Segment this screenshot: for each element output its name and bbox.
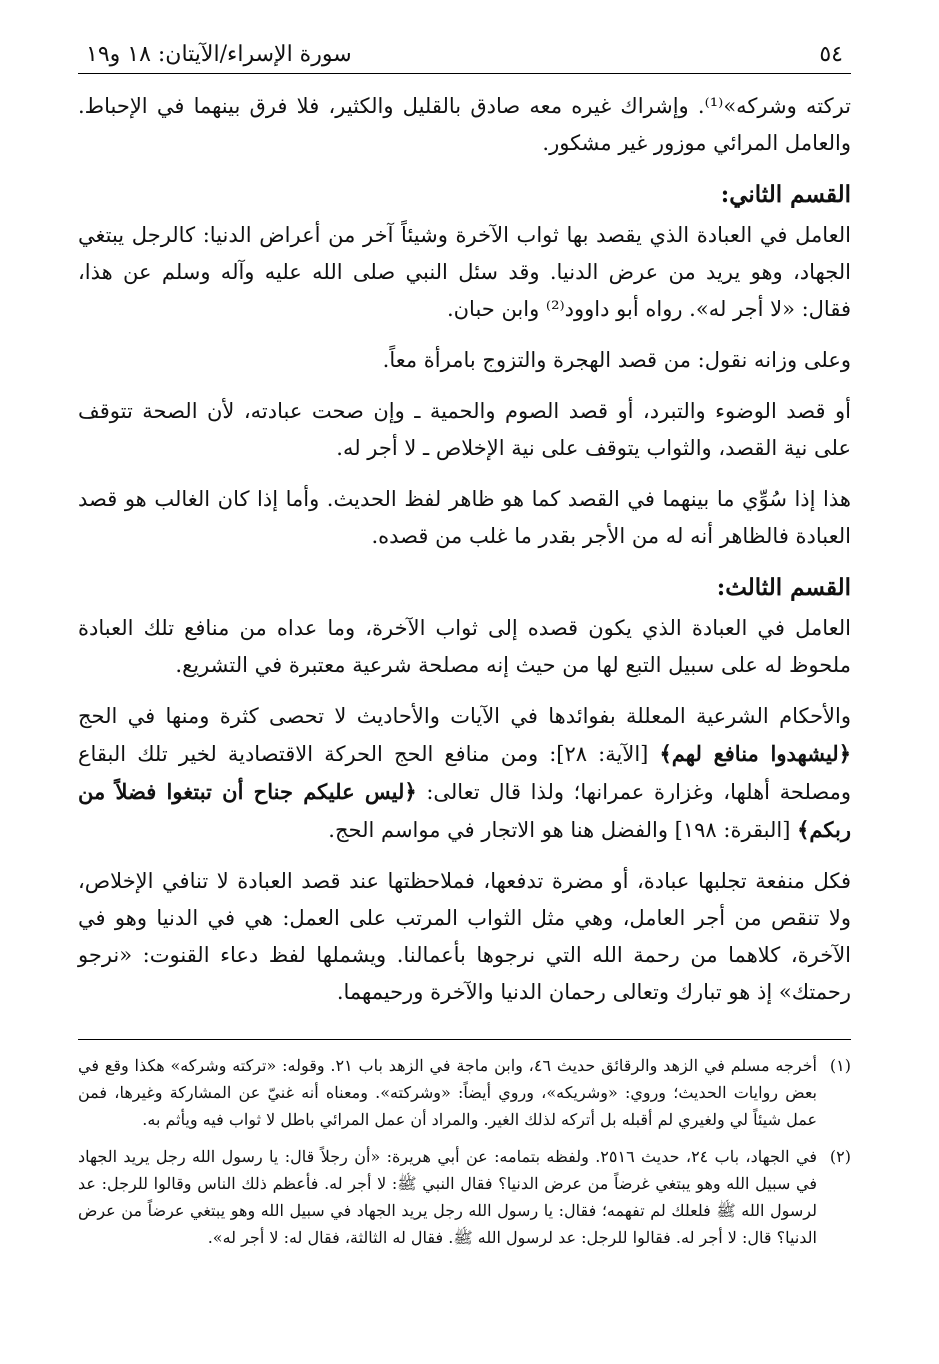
paragraph-7: [78, 698, 851, 849]
quran-verse-2: ﴿ليس عليكم جناح أن تبتغوا فضلاً من ربكم﴾: [78, 779, 851, 842]
footnote-text: في الجهاد، باب ٢٤، حديث ٢٥١٦. ولفظه بتمامه: عن أبي هريرة: «أن رجلاً قال: يا رسول الله رجل يريد الجهاد في سبيل الله وهو يبتغي غرضاً من عرض الدنيا؟ فقال النبي ﷺ: لا أجر له. فأعظم ذلك الناس وقالوا للرجل: عد لرسول الله ﷺ فلعلك لم تفهمه؛ فقال: يا رسول الله رجل يريد الجهاد في سبيل الله وهو يبتغي عرضاً من عرض الدنيا؟ قال: لا أجر له. فقالوا للرجل: عد لرسول الله ﷺ. فقال له الثالثة، فقال له: لا أجر له».: [78, 1147, 818, 1247]
page-number: ٥٤: [819, 42, 843, 67]
footnote-number: (٢): [829, 1147, 851, 1166]
quran-verse-1: ﴿ليشهدوا منافع لهم﴾: [659, 741, 851, 766]
footnote-rule: [78, 1039, 851, 1040]
footnote-number: (١): [829, 1056, 851, 1075]
footnote-1: [78, 1052, 851, 1133]
paragraph-7-part-c: [البقرة: ١٩٨] والفضل هنا هو الاتجار في مواسم الحج.: [328, 818, 798, 842]
paragraph-3: وعلى وزانه نقول: من قصد الهجرة والتزوج بامرأة معاً.: [382, 348, 851, 372]
footnotes: [78, 1052, 851, 1251]
paragraph-5: هذا إذا سُوِّي ما بينهما في القصد كما هو ظاهر لفظ الحديث. وأما إذا كان الغالب هو قصد العبادة فالظاهر أنه له من الأجر بقدر ما غلب من قصده.: [78, 487, 851, 548]
paragraph-6: العامل في العبادة الذي يكون قصده إلى ثواب الآخرة، وما عداه من منافع تلك العبادة ملحوظ له على سبيل التبع لها من حيث إنه مصلحة شرعية معتبرة في التشريع.: [78, 616, 851, 677]
main-text: [78, 88, 851, 1011]
page-header: [78, 42, 851, 73]
paragraph-4: أو قصد الوضوء والتبرد، أو قصد الصوم والحمية ـ وإن صحت عبادته، لأن الصحة تتوقف على نية القصد، والثواب يتوقف على نية الإخلاص ـ لا أجر له.: [78, 399, 851, 460]
paragraph-1: تركته وشركه»⁽¹⁾. وإشراك غيره معه صادق بالقليل والكثير، فلا فرق بينهما في الإحباط. والعامل المرائي موزور غير مشكور.: [78, 94, 851, 155]
section-heading-2: القسم الثاني:: [720, 181, 851, 208]
paragraph-7-part-b: [الآية: ٢٨]: ومن منافع الحج الحركة الاقتصادية لخير تلك البقاع ومصلحة أهلها، وغزارة عمرانها؛ ولذا قال تعالى:: [78, 742, 852, 804]
header-rule: [78, 73, 851, 74]
paragraph-2: العامل في العبادة الذي يقصد بها ثواب الآخرة وشيئاً آخر من أعراض الدنيا: كالرجل يبتغي الجهاد، وهو يريد من عرض الدنيا. وقد سئل النبي صلى الله عليه وآله وسلم عن هذا، فقال: «لا أجر له». رواه أبو داوود⁽²⁾ وابن حبان.: [78, 223, 851, 321]
footnote-2: [78, 1143, 851, 1251]
paragraph-7-part-a: والأحكام الشرعية المعللة بفوائدها في الآيات والأحاديث لا تحصى كثرة ومنها في الحج: [78, 704, 851, 728]
section-heading-3: القسم الثالث:: [716, 574, 851, 601]
footnote-text: أخرجه مسلم في الزهد والرقائق حديث ٤٦، وابن ماجة في الزهد باب ٢١. وقوله: «تركته وشركه» هكذا وقع في بعض روايات الحديث؛ وروي: «وشريكه»، وروي أيضاً: «وشركته». ومعناه أنه غنيّ عن المشاركة وغيرها، فمن عمل شيئاً لي ولغيري لم أقبله بل أتركه لذلك الغير. والمراد أن عمل المرائي باطل لا ثواب فيه ويأثم به.: [78, 1056, 817, 1129]
paragraph-8: فكل منفعة تجلبها عبادة، أو مضرة تدفعها، فملاحظتها عند قصد العبادة لا تنافي الإخلاص، ولا تنقص من أجر العامل، وهي مثل الثواب المرتب على العمل: هي في الدنيا وهو في الآخرة، كلاهما من رحمة الله التي نرجوها بأعمالنا. ويشملها لفظ دعاء القنوت: «نرجو رحمتك» إذ هو تبارك وتعالى رحمان الدنيا والآخرة ورحيمهما.: [78, 869, 851, 1004]
running-title: سورة الإسراء/الآيتان: ١٨ و١٩: [86, 42, 352, 67]
